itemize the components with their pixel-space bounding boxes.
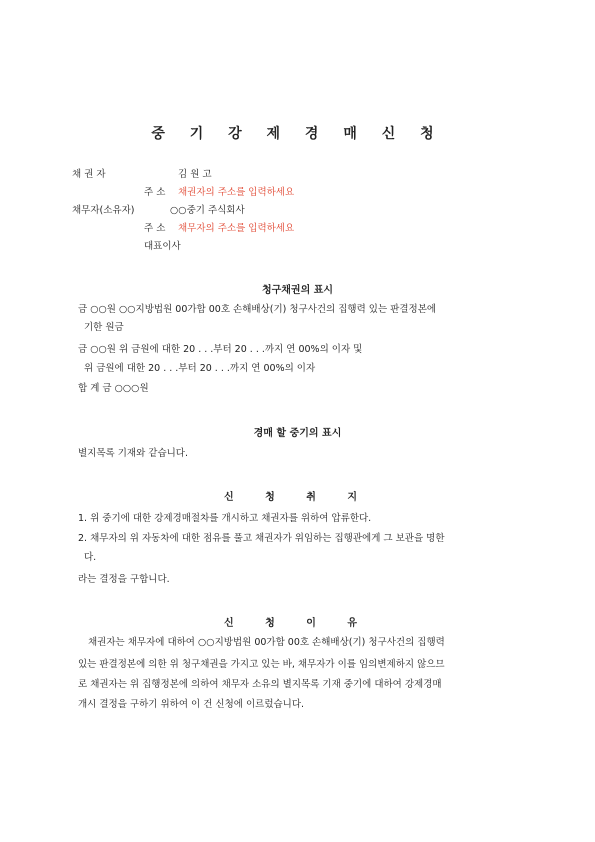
document-title: 중 기 강 제 경 매 신 청 (151, 126, 444, 142)
creditor-address-label: 주 소 (144, 187, 166, 198)
purpose-item-2: 2. 채무자의 위 자동차에 대한 점유를 풀고 채권자가 위임하는 집행관에게 그 보관을 명한 (78, 533, 445, 544)
reason-line-3: 로 채권자는 위 집행정본에 의하여 채무자 소유의 별지목록 기재 중기에 대하여 강제경매 (78, 679, 442, 690)
claim-heading: 청구채권의 표시 (261, 285, 334, 296)
purpose-heading: 신 청 취 지 (223, 492, 372, 503)
purpose-closing: 라는 결정을 구합니다. (78, 574, 170, 585)
auction-body: 별지목록 기재와 같습니다. (78, 448, 189, 459)
debtor-address-label: 주 소 (144, 223, 166, 234)
creditor-address-field[interactable]: 채권자의 주소를 입력하세요 (178, 187, 295, 198)
debtor-address-field[interactable]: 채무자의 주소를 입력하세요 (178, 223, 295, 234)
purpose-item-1: 1. 위 중기에 대한 강제경매절차를 개시하고 채권자를 위하여 압류한다. (78, 513, 372, 524)
debtor-name: ○○중기 주식회사 (170, 205, 245, 216)
claim-line-1b: 기한 원금 (84, 322, 124, 333)
purpose-item-2b: 다. (84, 552, 97, 563)
debtor-representative: 대표이사 (144, 241, 181, 252)
creditor-name: 김 원 고 (178, 169, 212, 180)
reason-heading: 신 청 이 유 (223, 618, 372, 629)
creditor-label: 채 권 자 (72, 169, 106, 180)
reason-line-4: 개시 결정을 구하기 위하여 이 건 신청에 이르렀습니다. (78, 699, 305, 710)
reason-line-1: 채권자는 채무자에 대하여 ○○지방법원 00가합 00호 손해배상(기) 청구사건의 집행력 (88, 637, 445, 648)
auction-heading: 경매 할 중기의 표시 (253, 428, 342, 439)
reason-line-2: 있는 판결정본에 의한 위 청구채권을 가지고 있는 바, 채무자가 이를 임의변제하지 않으므 (78, 659, 445, 670)
claim-line-3: 위 금원에 대한 20 . . .부터 20 . . .까지 연 00%의 이자 (84, 363, 316, 374)
claim-line-2: 금 ○○원 위 금원에 대한 20 . . .부터 20 . . .까지 연 00%의 이자 및 (78, 344, 363, 355)
claim-line-1: 금 ○○원 ○○지방법원 00가합 00호 손해배상(기) 청구사건의 집행력 있는 판결정본에 (78, 304, 437, 315)
claim-total: 합 계 금 ○○○원 (78, 383, 149, 394)
debtor-label: 채무자(소유자) (72, 205, 135, 216)
